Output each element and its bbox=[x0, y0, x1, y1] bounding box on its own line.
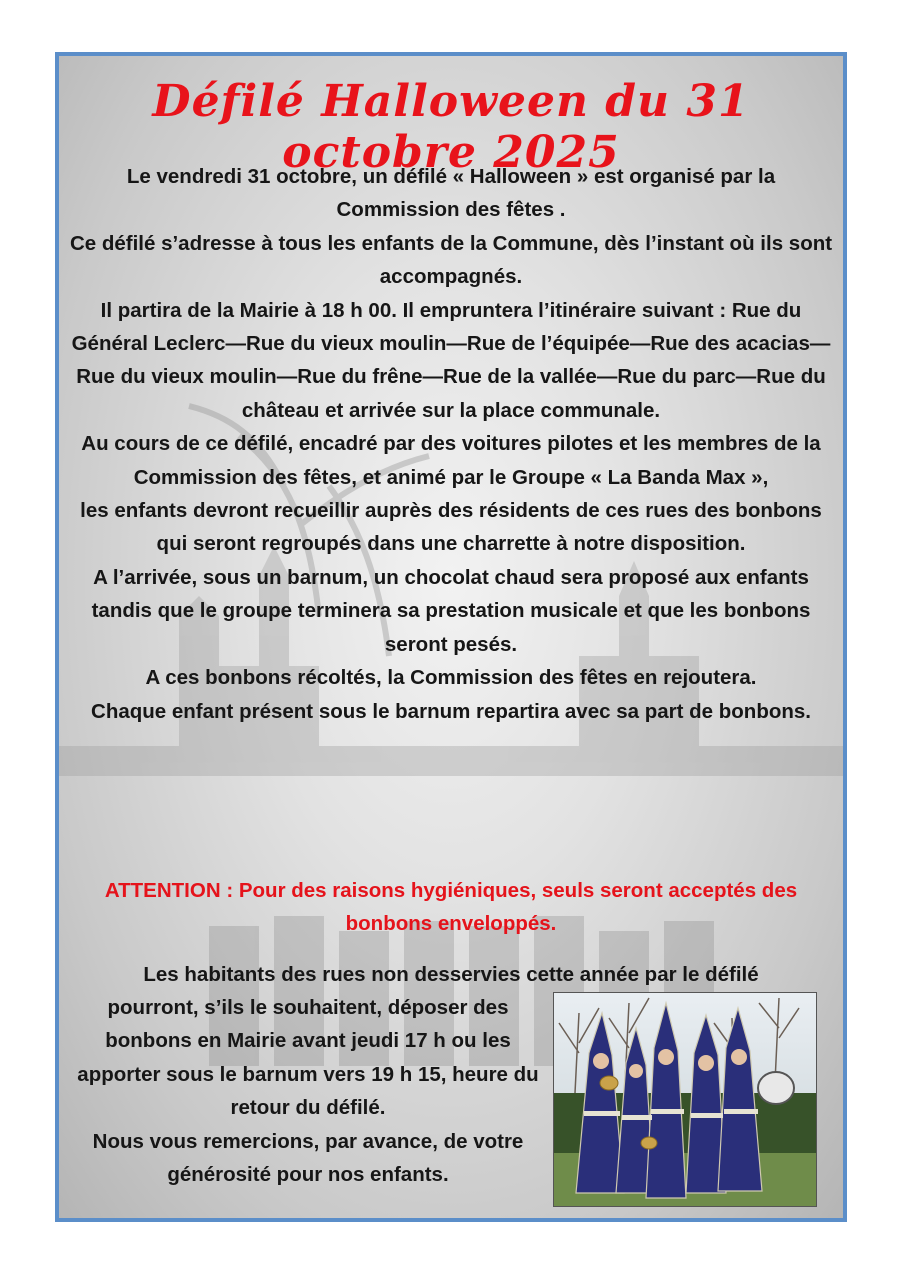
residents-intro: Les habitants des rues non desservies cette année par le défilé bbox=[143, 963, 759, 986]
page-title: Défilé Halloween du 31 octobre 2025 bbox=[152, 76, 750, 178]
paragraph-escort: Au cours de ce défilé, encadré par des voitures pilotes et les membres de la Commission des fêtes, et animé par le Groupe « La Banda Max », bbox=[81, 432, 821, 489]
paragraph-intro: Le vendredi 31 octobre, un défilé « Halloween » est organisé par la Commission des fêtes . bbox=[126, 165, 776, 222]
band-photo bbox=[553, 992, 817, 1207]
thanks-text: Nous vous remercions, par avance, de votre générosité pour nos enfants. bbox=[92, 1129, 524, 1187]
flyer-frame bbox=[55, 52, 847, 1222]
paragraph-collection: les enfants devront recueillir auprès des résidents de ces rues des bonbons qui seront regroupés dans une charrette à notre disposition. bbox=[80, 499, 822, 556]
paragraph-arrival: A l’arrivée, sous un barnum, un chocolat chaud sera proposé aux enfants tandis que le groupe terminera sa prestation musicale et que les bonbons seront pesés. bbox=[91, 565, 811, 656]
paragraph-route: Il partira de la Mairie à 18 h 00. Il empruntera l’itinéraire suivant : Rue du Général Leclerc—Rue du vieux moulin—Rue de l’équipée—Rue des acacias— Rue du vieux moulin—Rue du frêne—Rue de la vallée—Rue du parc—Rue du château et arrivée sur la place communale. bbox=[71, 298, 831, 422]
residents-details bbox=[64, 991, 552, 1191]
paragraph-addition: A ces bonbons récoltés, la Commission des fêtes en rejoutera. bbox=[145, 666, 757, 690]
paragraph-audience: Ce défilé s’adresse à tous les enfants de la Commune, dès l’instant où ils sont accompagnés. bbox=[69, 231, 833, 289]
attention-notice: ATTENTION : Pour des raisons hygiéniques, seuls seront acceptés des bonbons enveloppés. bbox=[104, 879, 798, 936]
residents-dropoff: pourront, s’ils le souhaitent, déposer des bonbons en Mairie avant jeudi 17 h ou les apporter sous le barnum vers 19 h 15, heure du retour du défilé. bbox=[77, 996, 539, 1120]
paragraph-share: Chaque enfant présent sous le barnum repartira avec sa part de bonbons. bbox=[91, 699, 811, 723]
announcement-body bbox=[69, 160, 833, 728]
